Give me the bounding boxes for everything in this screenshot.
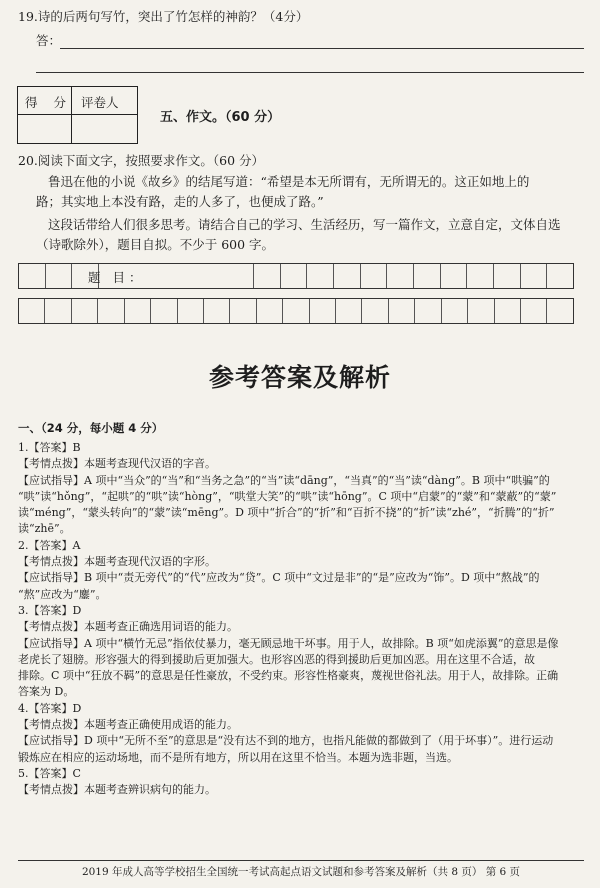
answer-section-title: 参考答案及解析	[208, 363, 391, 392]
answer-line: 排除。C 项中“狂放不羁”的意思是任性豪放，不受约束。形容性格豪爽，蔑视世俗礼法。用于人，故排除。正确	[18, 669, 559, 683]
answer-line: 【应试指导】B 项中“责无旁代”的“代”应改为“贷”。C 项中“文过是非”的“是”应改为“饰”。D 项中“熬战”的	[18, 571, 540, 585]
section-5-title: 五、作文。（60 分）	[160, 110, 281, 125]
grader-header: 评卷人	[81, 95, 119, 110]
answer-line: 【考情点拨】本题考查正确选用词语的能力。	[18, 620, 238, 634]
passage-line-1: 鲁迅在他的小说《故乡》的结尾写道：“希望是本无所谓有，无所谓无的。这正如地上的	[48, 174, 530, 189]
answer-line: 【应试指导】A 项中“横竹无忌”指依仗暴力，毫无顾忌地干坏事。用于人，故排除。B 项“如虎添翼”的意思是像	[18, 636, 559, 650]
answer-line: 3.【答案】D	[18, 603, 82, 617]
writing-grid-row	[18, 298, 574, 324]
answer-line: 4.【答案】D	[18, 701, 82, 715]
prompt-line-2: （诗歌除外），题目自拟。不少于 600 字。	[36, 237, 275, 252]
answer-line: 【应试指导】D 项中“无所不至”的意思是“没有达不到的地方，也指凡能做的都做到了（用于坏事）”。进行运动	[18, 734, 554, 748]
answer-line: 【应试指导】A 项中“当众”的“当”和“当务之急”的“当”读“dāng”，“当真”的“当”读“dàng”。B 项中“哄骗”的	[18, 473, 550, 487]
answer-line: 【考情点拨】本题考查辨识病句的能力。	[18, 783, 216, 797]
title-label: 题 目：	[88, 270, 146, 285]
answer-line: 【考情点拨】本题考查正确使用成语的能力。	[18, 718, 238, 732]
part-1-header: 一、（24 分，每小题 4 分）	[18, 421, 164, 435]
answer-line: 2.【答案】A	[18, 538, 81, 552]
answer-line: 【考情点拨】本题考查现代汉语的字形。	[18, 555, 216, 569]
answer-line: “哄”读“hǒng”，“起哄”的“哄”读“hòng”，“哄堂大笑”的“哄”读“hōng”。C 项中“启蒙”的“蒙”和“蒙蔽”的“蒙”	[18, 489, 557, 503]
passage-line-2: 路；其实地上本没有路，走的人多了，也便成了路。”	[36, 194, 324, 209]
score-table	[17, 86, 138, 144]
answer-line: 1.【答案】B	[18, 441, 81, 454]
page-footer: 2019 年成人高等学校招生全国统一考试高起点语文试题和参考答案及解析（共 8 页） 第 6 页	[18, 860, 584, 879]
answer-line	[36, 72, 584, 73]
answer-line: 读“zhē”。	[18, 522, 71, 536]
answer-line: 读“méng”，“蒙头转向”的“蒙”读“mēng”。D 项中“折合”的“折”和“百折不挠”的“折”读“zhé”，“折腾”的“折”	[18, 506, 555, 520]
answer-line: “熬”应改为“鏖”。	[18, 587, 107, 601]
answer-label: 答：	[36, 33, 62, 48]
question-19: 19.诗的后两句写竹，突出了竹怎样的神韵？（4分）	[18, 9, 309, 24]
prompt-line-1: 这段话带给人们很多思考。请结合自己的学习、生活经历，写一篇作文，立意自定，文体自选	[48, 217, 561, 232]
answer-line	[60, 48, 584, 49]
answer-list	[18, 440, 584, 799]
question-20: 20.阅读下面文字，按照要求作文。（60 分）	[18, 153, 265, 168]
answer-line: 5.【答案】C	[18, 766, 81, 780]
score-header: 得 分	[25, 95, 72, 110]
answer-line: 锻炼应在相应的运动场地，而不是所有地方，所以用在这里不恰当。本题为选非题，当选。	[18, 750, 458, 764]
answer-line: 【考情点拨】本题考查现代汉语的字音。	[18, 457, 216, 471]
answer-line: 老虎长了翅膀。形容强大的得到援助后更加强大。也形容凶恶的得到援助后更加凶恶。用在这里不合适，故	[18, 652, 535, 666]
answer-line: 答案为 D。	[18, 685, 75, 699]
